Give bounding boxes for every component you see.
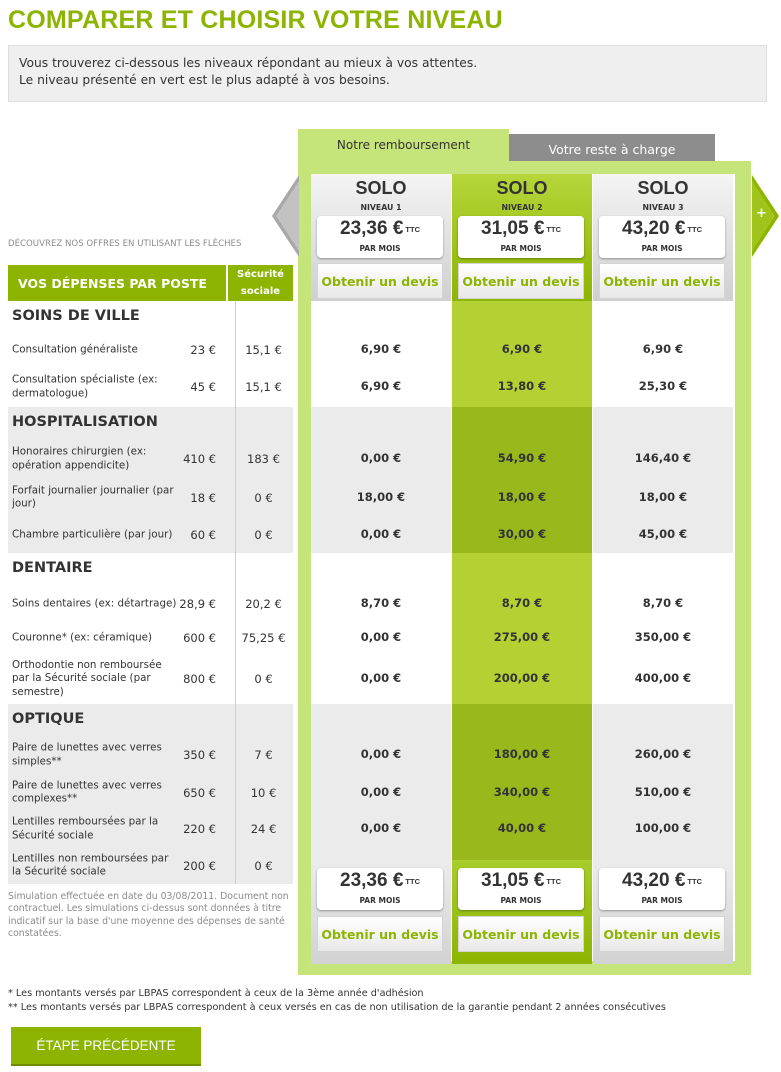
arrow-right-plus-icon[interactable] xyxy=(752,175,779,257)
row-secu-amount: 0 € xyxy=(254,671,273,686)
plan-price xyxy=(458,870,584,892)
row-amount: 45 € xyxy=(190,380,216,394)
plan-value: 6,90 € xyxy=(501,342,543,356)
row-label: Paire de lunettes avec verres complexes** xyxy=(12,779,162,805)
table-row xyxy=(8,653,293,704)
plan-value: 0,00 € xyxy=(360,747,402,761)
expense-group xyxy=(8,301,293,407)
plan-column xyxy=(311,174,451,961)
per-month-label: PAR MOIS xyxy=(359,896,401,905)
group-title: OPTIQUE xyxy=(12,711,85,727)
row-label: Consultation généraliste xyxy=(12,343,138,356)
arrow-left-icon[interactable] xyxy=(272,175,299,257)
plan-level: NIVEAU 1 xyxy=(360,203,402,212)
group-title: DENTAIRE xyxy=(12,560,93,576)
plan-value: 8,70 € xyxy=(360,596,402,610)
row-secu-amount: 15,1 € xyxy=(245,343,282,357)
expense-group xyxy=(8,553,293,704)
plan-name: SOLO xyxy=(637,178,689,198)
plan-value: 0,00 € xyxy=(360,670,402,685)
plan-price xyxy=(599,870,725,892)
secu-header xyxy=(228,265,293,301)
plan-price xyxy=(599,218,725,240)
secu-header-line-2: sociale xyxy=(240,286,281,297)
plan-value: 18,00 € xyxy=(638,489,688,504)
plan-price-value: 23,36 € xyxy=(340,218,404,239)
get-quote-button[interactable]: Obtenir un devis xyxy=(599,263,725,299)
plan-price-value: 23,36 € xyxy=(340,870,404,891)
row-label: Soins dentaires (ex: détartrage) xyxy=(12,597,177,610)
plan-header xyxy=(311,174,451,302)
expense-group xyxy=(8,704,293,884)
previous-step-button[interactable]: ÉTAPE PRÉCÉDENTE xyxy=(11,1027,201,1064)
simulation-disclaimer: Simulation effectuée en date du 03/08/2011. Document non contractuel. Les simulations ci-dessus sont données à titre indicatif sur la base d'une moyenne des dépenses de santé constatées. xyxy=(8,891,289,940)
plan-name: SOLO xyxy=(355,178,407,198)
row-amount: 410 € xyxy=(183,452,216,466)
plan-value: 54,90 € xyxy=(497,451,547,465)
row-label: Lentilles remboursées par la Sécurité sociale xyxy=(12,815,159,841)
plan-price xyxy=(317,870,443,892)
plan-value: 30,00 € xyxy=(497,526,547,541)
per-month-label: PAR MOIS xyxy=(500,244,542,253)
plan-column xyxy=(452,174,592,961)
plan-header xyxy=(452,174,592,302)
per-month-label: PAR MOIS xyxy=(641,896,683,905)
plan-value: 510,00 € xyxy=(634,784,692,799)
row-label: Paire de lunettes avec verres simples** xyxy=(12,741,162,767)
plan-value: 6,90 € xyxy=(360,379,402,393)
price-box xyxy=(599,216,725,258)
table-row xyxy=(8,516,293,553)
row-secu-amount: 10 € xyxy=(250,785,277,800)
group-title: HOSPITALISATION xyxy=(12,414,158,430)
table-row xyxy=(8,623,293,653)
ttc-label: TTC xyxy=(687,225,702,234)
row-secu-amount: 0 € xyxy=(254,858,273,873)
plan-level: NIVEAU 3 xyxy=(642,203,684,212)
row-label: Consultation spécialiste (ex: dermatologue) xyxy=(12,373,158,399)
plan-value: 13,80 € xyxy=(497,379,547,393)
plan-column xyxy=(593,174,733,961)
plan-value: 8,70 € xyxy=(642,596,684,610)
tab-votre-reste-a-charge[interactable]: Votre reste à charge xyxy=(509,134,715,163)
plan-name: SOLO xyxy=(496,178,548,198)
get-quote-button[interactable]: Obtenir un devis xyxy=(458,263,584,299)
plan-value: 200,00 € xyxy=(493,670,551,685)
row-secu-amount: 0 € xyxy=(254,490,273,505)
plan-value: 275,00 € xyxy=(493,630,551,644)
group-title: SOINS DE VILLE xyxy=(12,308,140,324)
price-box xyxy=(317,216,443,258)
table-row xyxy=(8,439,293,479)
expense-group xyxy=(8,407,293,553)
plan-value: 350,00 € xyxy=(634,630,692,644)
row-secu-amount: 75,25 € xyxy=(241,631,286,645)
get-quote-button-bottom[interactable]: Obtenir un devis xyxy=(317,916,443,952)
plan-price-value: 31,05 € xyxy=(481,218,545,239)
plan-value: 8,70 € xyxy=(501,596,543,610)
table-row xyxy=(8,847,293,884)
plan-value: 18,00 € xyxy=(356,489,406,504)
plan-price-value: 43,20 € xyxy=(622,218,686,239)
row-amount: 200 € xyxy=(183,858,216,873)
row-label: Couronne* (ex: céramique) xyxy=(12,631,152,644)
plan-value: 0,00 € xyxy=(360,526,402,541)
plan-price xyxy=(458,218,584,240)
row-label: Chambre particulière (par jour) xyxy=(12,527,173,540)
row-amount: 60 € xyxy=(190,527,216,542)
table-row xyxy=(8,333,293,367)
tab-notre-remboursement[interactable]: Notre remboursement xyxy=(298,129,509,163)
ttc-label: TTC xyxy=(546,225,561,234)
plan-price-value: 31,05 € xyxy=(481,870,545,891)
plan-price xyxy=(317,218,443,240)
table-row xyxy=(8,585,293,623)
page-title: COMPARER ET CHOISIR VOTRE NIVEAU xyxy=(8,6,503,34)
plan-level: NIVEAU 2 xyxy=(501,203,543,212)
plan-value: 180,00 € xyxy=(493,747,551,761)
plan-value: 0,00 € xyxy=(360,451,402,465)
ttc-label: TTC xyxy=(405,225,420,234)
per-month-label: PAR MOIS xyxy=(641,244,683,253)
plan-header xyxy=(593,174,733,302)
plan-value: 400,00 € xyxy=(634,670,692,685)
row-amount: 28,9 € xyxy=(179,597,216,611)
table-row xyxy=(8,811,293,847)
row-secu-amount: 7 € xyxy=(254,748,273,762)
ttc-label: TTC xyxy=(546,877,561,886)
row-secu-amount: 183 € xyxy=(247,452,280,466)
row-amount: 800 € xyxy=(183,671,216,686)
row-secu-amount: 0 € xyxy=(254,527,273,542)
per-month-label: PAR MOIS xyxy=(500,896,542,905)
price-box xyxy=(458,216,584,258)
table-row xyxy=(8,736,293,774)
expenses-header: VOS DÉPENSES PAR POSTE xyxy=(8,265,226,301)
get-quote-button[interactable]: Obtenir un devis xyxy=(317,263,443,299)
price-box xyxy=(599,868,725,910)
get-quote-button-bottom[interactable]: Obtenir un devis xyxy=(458,916,584,952)
table-row xyxy=(8,774,293,811)
row-label: Orthodontie non remboursée par la Sécurité sociale (par semestre) xyxy=(12,658,162,698)
plan-price-value: 43,20 € xyxy=(622,870,686,891)
discover-hint: DÉCOUVREZ NOS OFFRES EN UTILISANT LES FLÈCHES xyxy=(8,239,242,249)
plan-footer xyxy=(593,860,733,964)
price-box xyxy=(317,868,443,910)
row-secu-amount: 24 € xyxy=(250,822,277,836)
row-label: Lentilles non remboursées par la Sécurité sociale xyxy=(12,852,169,878)
intro-box xyxy=(8,45,767,102)
footnote-1: * Les montants versés par LBPAS correspondent à ceux de la 3ème année d'adhésion xyxy=(8,988,424,999)
footnote-2: ** Les montants versés par LBPAS correspondent à ceux versés en cas de non utilisation de la garantie pendant 2 années consécutives xyxy=(8,1002,666,1013)
row-amount: 18 € xyxy=(190,490,216,505)
intro-line-2: Le niveau présenté en vert est le plus adapté à vos besoins. xyxy=(19,73,390,87)
plan-footer xyxy=(311,860,451,964)
plan-value: 0,00 € xyxy=(360,821,402,835)
secu-header-line-1: Sécurité xyxy=(237,269,284,280)
row-label: Forfait journalier journalier (par jour) xyxy=(12,484,174,510)
row-amount: 600 € xyxy=(183,631,216,645)
plan-value: 260,00 € xyxy=(634,747,692,761)
plan-value: 18,00 € xyxy=(497,489,547,504)
row-amount: 650 € xyxy=(183,785,216,800)
footnotes xyxy=(8,987,666,1015)
row-secu-amount: 20,2 € xyxy=(245,597,282,611)
arrow-right-plus-symbol: + xyxy=(756,206,767,221)
plan-value: 6,90 € xyxy=(642,342,684,356)
plan-value: 6,90 € xyxy=(360,342,402,356)
intro-line-1: Vous trouverez ci-dessous les niveaux répondant au mieux à vos attentes. xyxy=(19,56,478,70)
row-amount: 350 € xyxy=(183,748,216,762)
get-quote-button-bottom[interactable]: Obtenir un devis xyxy=(599,916,725,952)
row-amount: 220 € xyxy=(183,822,216,836)
row-amount: 23 € xyxy=(190,343,216,357)
per-month-label: PAR MOIS xyxy=(359,244,401,253)
plan-value: 25,30 € xyxy=(638,379,688,393)
plan-value: 0,00 € xyxy=(360,784,402,799)
table-row xyxy=(8,479,293,516)
table-header xyxy=(8,265,293,301)
row-secu-amount: 15,1 € xyxy=(245,380,282,394)
plan-value: 100,00 € xyxy=(634,821,692,835)
plan-value: 340,00 € xyxy=(493,784,551,799)
plan-value: 45,00 € xyxy=(638,526,688,541)
plan-value: 146,40 € xyxy=(634,451,692,465)
plan-value: 40,00 € xyxy=(497,821,547,835)
plan-value: 0,00 € xyxy=(360,630,402,644)
plan-footer xyxy=(452,860,592,964)
table-row xyxy=(8,367,293,407)
price-box xyxy=(458,868,584,910)
row-label: Honoraires chirurgien (ex: opération appendicite) xyxy=(12,445,147,471)
ttc-label: TTC xyxy=(687,877,702,886)
ttc-label: TTC xyxy=(405,877,420,886)
